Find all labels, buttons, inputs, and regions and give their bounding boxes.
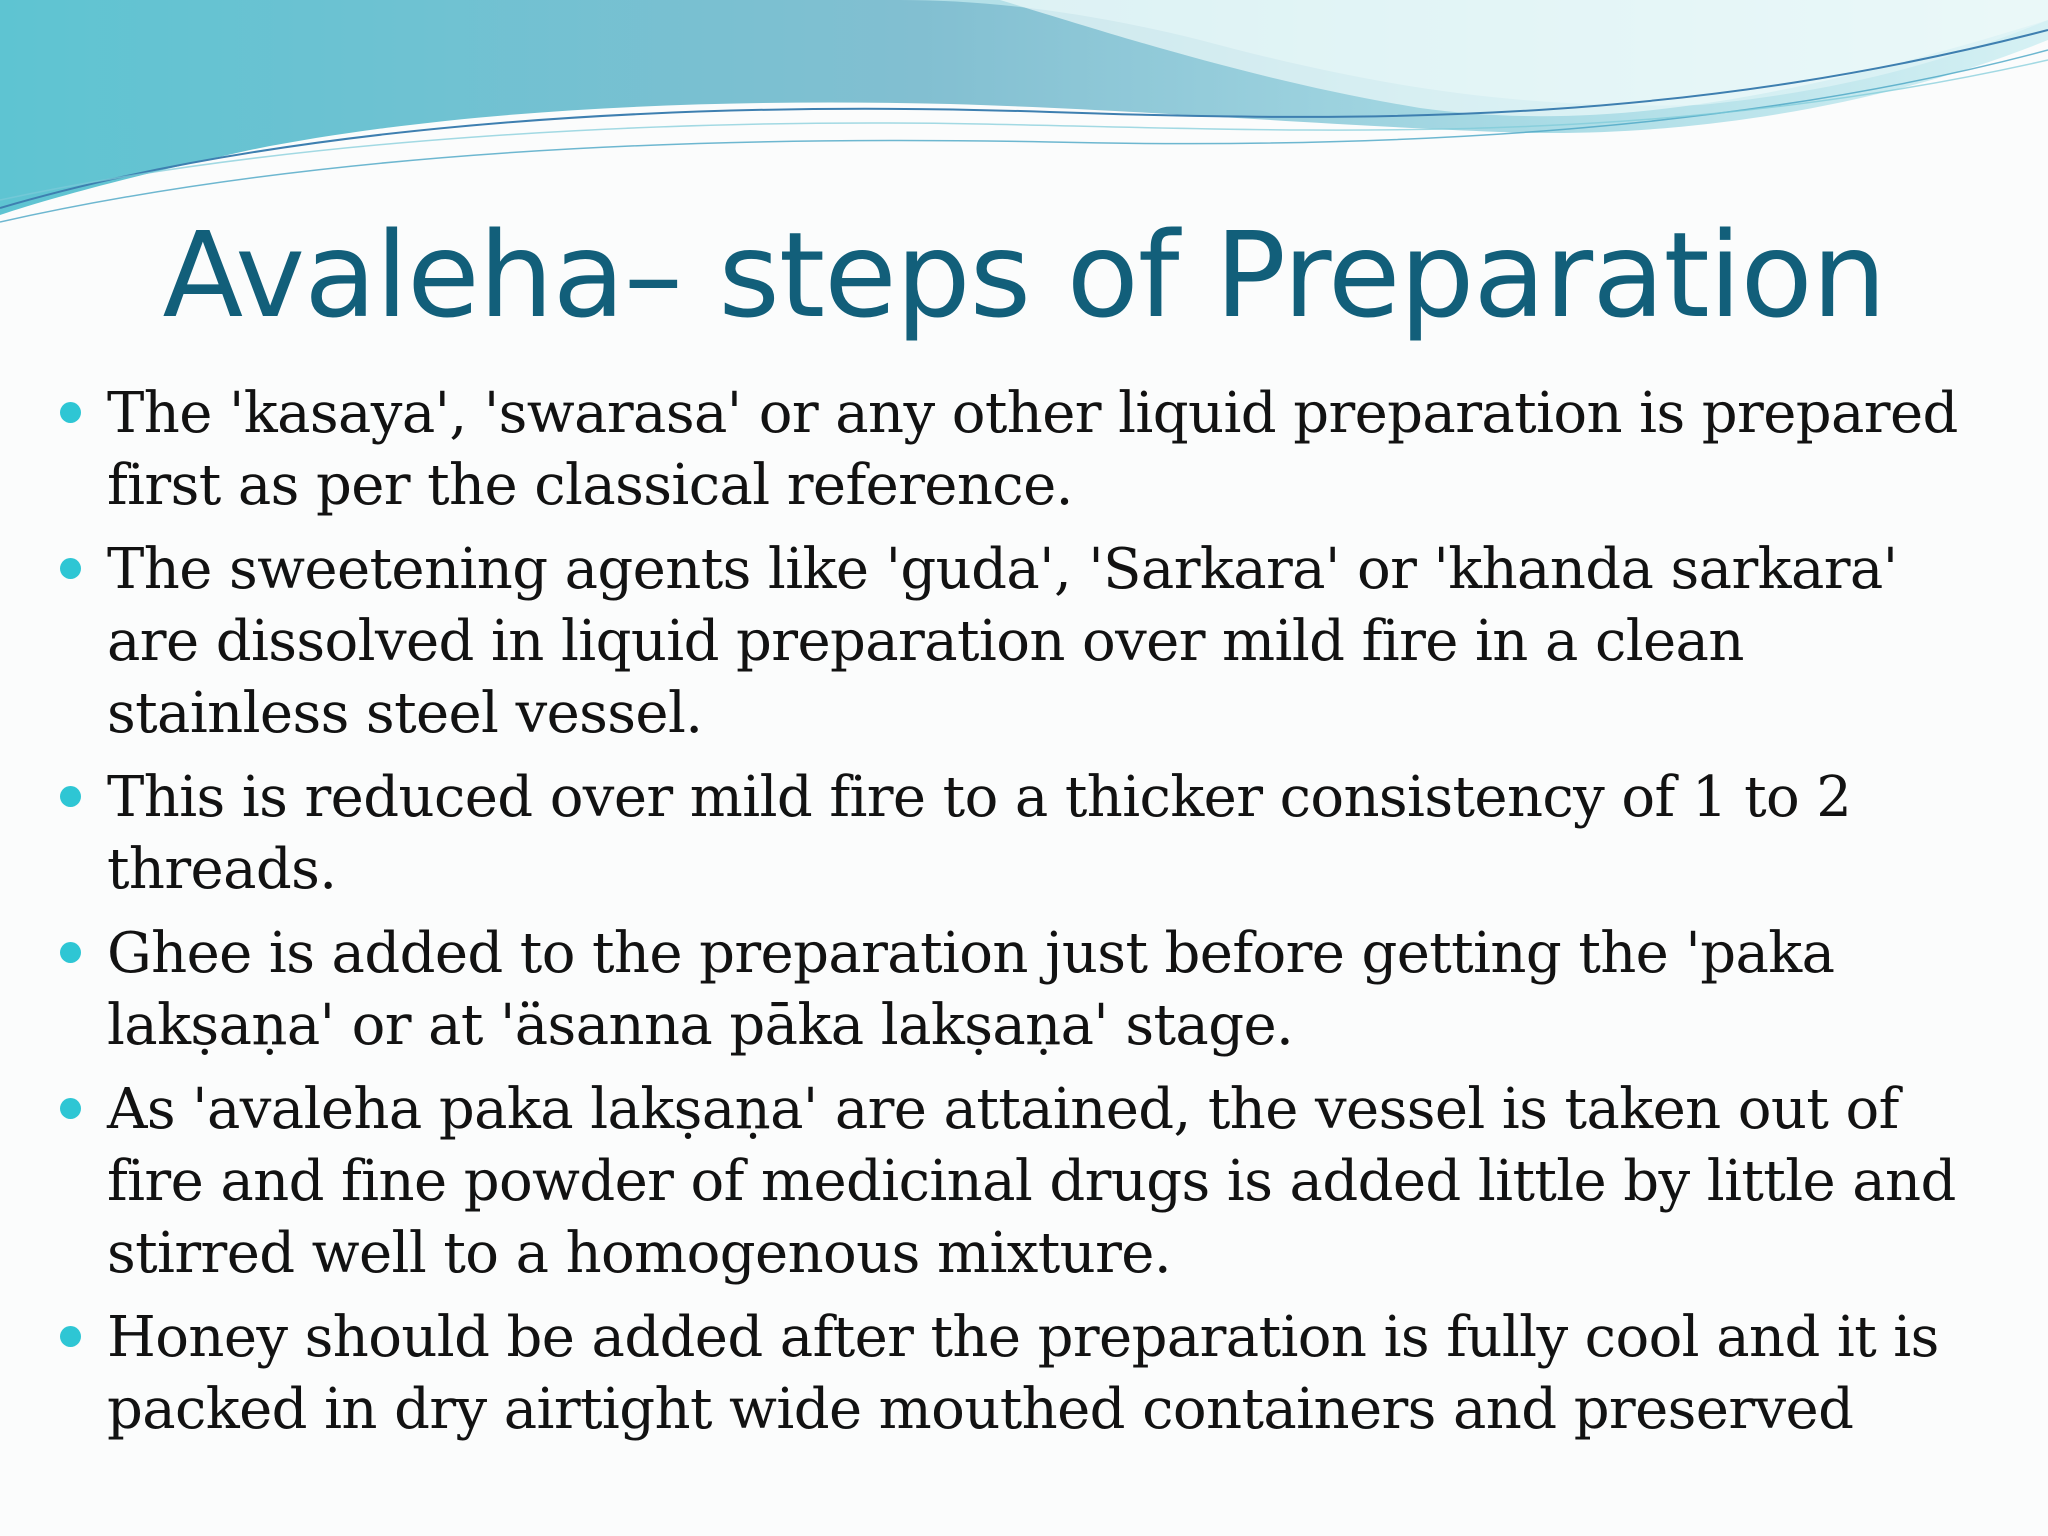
bullet-text: The sweetening agents like 'guda', 'Sarkara' or 'khanda sarkara' are dissolved in liquid preparation over mild fire in a clean stainless steel vessel.	[107, 537, 1898, 746]
bullet-dot-icon	[60, 1326, 81, 1347]
bullet-text: This is reduced over mild fire to a thicker consistency of 1 to 2 threads.	[107, 765, 1852, 902]
list-item	[56, 1074, 1996, 1290]
list-item	[56, 918, 1996, 1062]
bullet-text: Honey should be added after the preparation is fully cool and it is packed in dry airtight wide mouthed containers and preserved	[107, 1305, 1939, 1442]
list-item	[56, 1302, 1996, 1446]
bullet-dot-icon	[60, 402, 81, 423]
bullet-dot-icon	[60, 942, 81, 963]
bullet-list	[56, 378, 1996, 1458]
list-item	[56, 378, 1996, 522]
bullet-dot-icon	[60, 1098, 81, 1119]
bullet-dot-icon	[60, 558, 81, 579]
slide-title: Avaleha– steps of Preparation	[162, 206, 1886, 344]
bullet-text: The 'kasaya', 'swarasa' or any other liquid preparation is prepared first as per the classical reference.	[107, 381, 1958, 518]
bullet-dot-icon	[60, 786, 81, 807]
bullet-text: As 'avaleha paka lakṣaṇa' are attained, the vessel is taken out of fire and fine powder of medicinal drugs is added little by little and stirred well to a homogenous mixture.	[107, 1077, 1956, 1286]
list-item	[56, 762, 1996, 906]
bullet-text: Ghee is added to the preparation just before getting the 'paka lakṣaṇa' or at 'äsanna pāka lakṣaṇa' stage.	[107, 921, 1835, 1058]
list-item	[56, 534, 1996, 750]
